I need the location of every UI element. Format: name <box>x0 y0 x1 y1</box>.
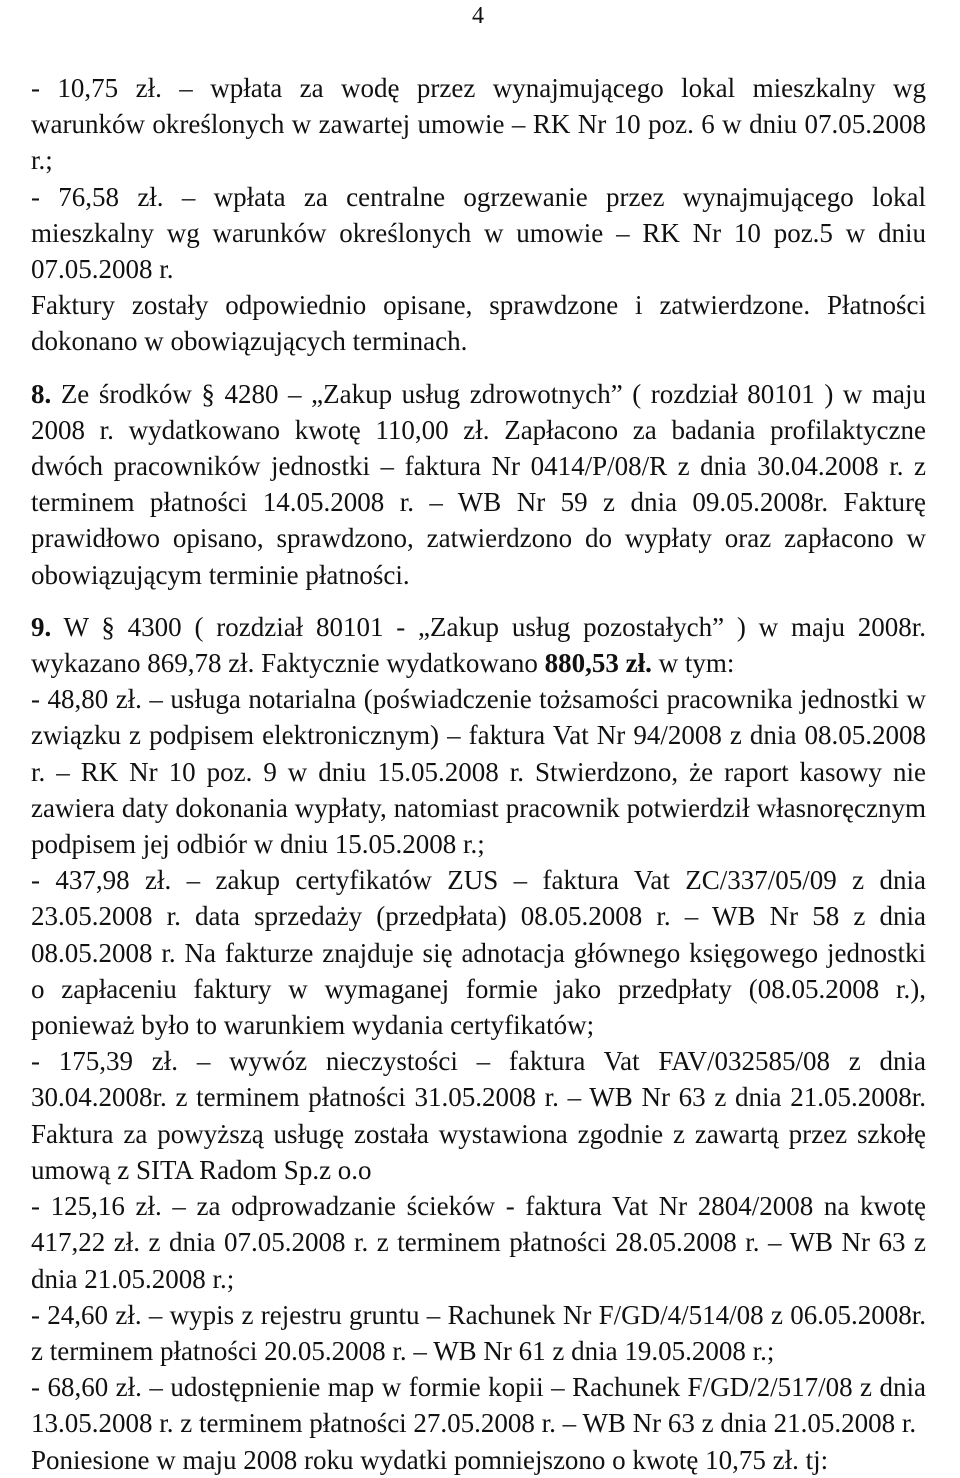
section-9 <box>31 609 926 681</box>
document-body <box>31 70 926 1478</box>
section-9-text: W § 4300 ( rozdział 80101 - „Zakup usług pozostałych” ) w maju 2008r. wykazano 869,78 zł. Faktycznie wydatkowano <box>31 611 926 679</box>
section-number: 9. <box>31 611 52 642</box>
list-item-zus-certificates: - 437,98 zł. – zakup certyfikatów ZUS – faktura Vat ZC/337/05/09 z dnia 23.05.2008 r. data sprzedaży (przedpłata) 08.05.2008 r. – WB Nr 58 z dnia 08.05.2008 r. Na fakturze znajduje się adnotacja głównego księgowego jednostki o zapłaceniu faktury w wymaganej formie jako przedpłaty (08.05.2008 r.), ponieważ było to warunkiem wydania certyfikatów; <box>31 865 926 1041</box>
amount-spent: 880,53 zł. <box>544 648 652 679</box>
paragraph-reduction: Poniesione w maju 2008 roku wydatki pomniejszono o kwotę 10,75 zł. tj: <box>31 1444 829 1475</box>
section-8-text: Ze środków § 4280 – „Zakup usług zdrowotnych” ( rozdział 80101 ) w maju 2008 r. wydatkowano kwotę 110,00 zł. Zapłacono za badania profilaktyczne dwóch pracowników jednostki – faktura Nr 0414/P/08/R z dnia 30.04.2008 r. z terminem płatności 14.05.2008 r. – WB Nr 59 z dnia 09.05.2008r. Fakturę prawidłowo opisano, sprawdzono, zatwierdzono do wypłaty oraz zapłacono w obowiązującym terminie płatności. <box>31 378 926 590</box>
list-item-heating-payment: - 76,58 zł. – wpłata za centralne ogrzewanie przez wynajmującego lokal mieszkalny wg warunków określonych w umowie – RK Nr 10 poz.5 w dniu 07.05.2008 r. <box>31 181 926 285</box>
paragraph-invoices-summary: Faktury zostały odpowiednio opisane, sprawdzone i zatwierdzone. Płatności dokonano w obowiązujących terminach. <box>31 290 926 357</box>
list-item-notary: - 48,80 zł. – usługa notarialna (poświadczenie tożsamości pracownika jednostki w związku z podpisem elektronicznym) – faktura Vat Nr 94/2008 z dnia 08.05.2008 r. – RK Nr 10 poz. 9 w dniu 15.05.2008 r. Stwierdzono, że raport kasowy nie zawiera daty dokonania wypłaty, natomiast pracownik potwierdził własnoręcznym podpisem jej odbiór w dniu 15.05.2008 r.; <box>31 684 926 860</box>
list-item-water-payment: - 10,75 zł. – wpłata za wodę przez wynajmującego lokal mieszkalny wg warunków określonych w zawartej umowie – RK Nr 10 poz. 6 w dniu 07.05.2008 r.; <box>31 73 926 176</box>
list-item-waste-removal: - 175,39 zł. – wywóz nieczystości – faktura Vat FAV/032585/08 z dnia 30.04.2008r. z terminem płatności 31.05.2008 r. – WB Nr 63 z dnia 21.05.2008r. Faktura za powyższą usługę została wystawiona zgodnie z zawartą przez szkołę umową z SITA Radom Sp.z o.o <box>31 1046 926 1185</box>
section-number: 8. <box>31 378 52 409</box>
section-9-tail: w tym: <box>651 648 735 679</box>
list-item-sewage: - 125,16 zł. – za odprowadzanie ścieków - faktura Vat Nr 2804/2008 na kwotę 417,22 zł. z dnia 07.05.2008 r. z terminem płatności 28.05.2008 r. – WB Nr 63 z dnia 21.05.2008 r.; <box>31 1191 926 1294</box>
page-number: 4 <box>472 3 484 29</box>
section-8 <box>31 376 926 593</box>
list-item-land-registry: - 24,60 zł. – wypis z rejestru gruntu – Rachunek Nr F/GD/4/514/08 z 06.05.2008r. z terminem płatności 20.05.2008 r. – WB Nr 61 z dnia 19.05.2008 r.; <box>31 1299 926 1366</box>
list-item-map-copies: - 68,60 zł. – udostępnienie map w formie kopii – Rachunek F/GD/2/517/08 z dnia 13.05.2008 r. z terminem płatności 27.05.2008 r. – WB Nr 63 z dnia 21.05.2008 r. <box>31 1372 926 1439</box>
